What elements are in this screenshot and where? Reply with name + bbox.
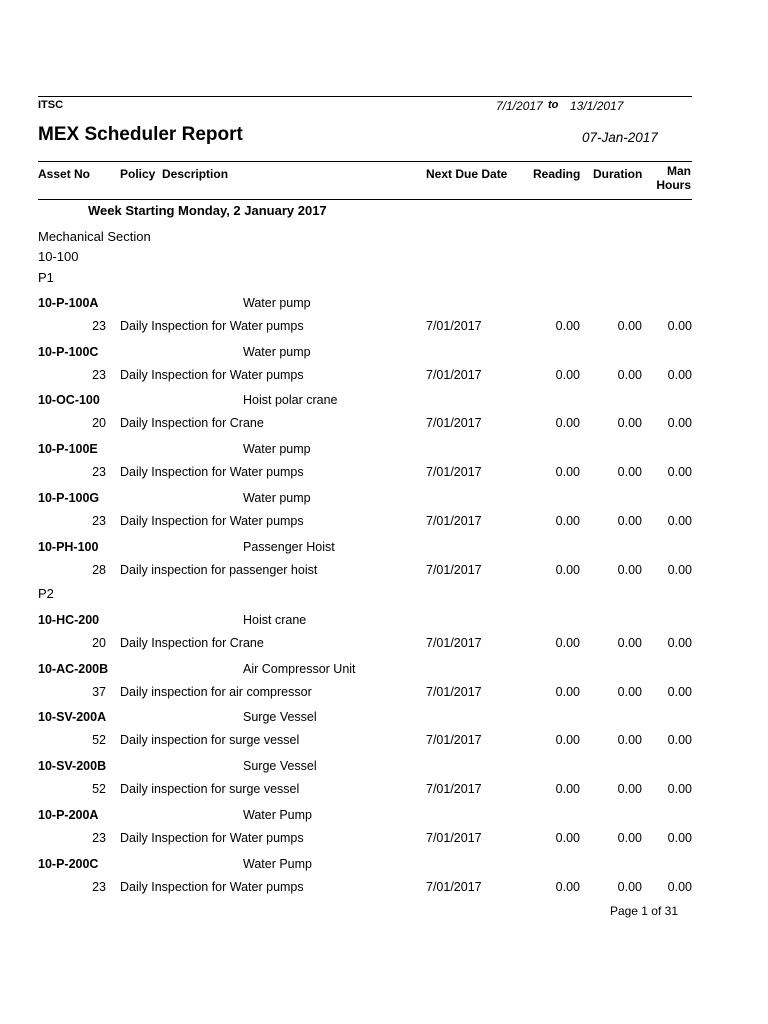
asset-description: Water Pump bbox=[243, 856, 313, 871]
policy-description: Daily Inspection for Water pumps bbox=[120, 830, 304, 845]
man-hours-value: 0.00 bbox=[667, 513, 692, 528]
priority-p2-label: P2 bbox=[38, 586, 54, 601]
policy-number: 23 bbox=[92, 319, 106, 333]
duration-value: 0.00 bbox=[617, 636, 642, 650]
header-rule-top bbox=[38, 161, 692, 162]
asset-number: 10-P-200C bbox=[38, 856, 99, 871]
policy-description: Daily Inspection for Crane bbox=[120, 416, 264, 431]
asset-description: Water pump bbox=[243, 490, 311, 505]
man-hours-value: 0.00 bbox=[667, 830, 692, 845]
col-asset-no: Asset No bbox=[38, 167, 91, 181]
top-rule bbox=[38, 96, 692, 97]
policy-description: Daily Inspection for Water pumps bbox=[120, 465, 304, 480]
policy-number: 23 bbox=[92, 465, 106, 480]
reading-value: 0.00 bbox=[555, 830, 580, 845]
policy-description: Daily Inspection for Water pumps bbox=[120, 367, 304, 382]
page-number: Page 1 of 31 bbox=[609, 904, 678, 918]
policy-number: 37 bbox=[92, 684, 106, 699]
col-policy-description: Policy Description bbox=[120, 167, 229, 181]
next-due-date: 7/01/2017 bbox=[426, 465, 482, 480]
duration-value: 0.00 bbox=[617, 684, 642, 699]
duration-value: 0.00 bbox=[617, 465, 642, 480]
asset-number: 10-SV-200B bbox=[38, 759, 107, 774]
man-hours-value: 0.00 bbox=[667, 416, 692, 431]
asset-number: 10-PH-100 bbox=[38, 539, 99, 554]
next-due-date: 7/01/2017 bbox=[426, 636, 482, 650]
policy-description: Daily inspection for air compressor bbox=[120, 684, 312, 699]
asset-description: Air Compressor Unit bbox=[243, 661, 356, 676]
report-title: MEX Scheduler Report bbox=[38, 124, 243, 145]
next-due-date: 7/01/2017 bbox=[426, 513, 482, 528]
col-reading: Reading bbox=[533, 167, 581, 181]
area-label: 10-100 bbox=[38, 249, 79, 264]
policy-number: 23 bbox=[92, 513, 106, 528]
asset-number: 10-P-100C bbox=[38, 344, 99, 359]
policy-number: 23 bbox=[92, 367, 106, 382]
asset-description: Surge Vessel bbox=[243, 710, 317, 725]
reading-value: 0.00 bbox=[555, 416, 580, 431]
man-hours-value: 0.00 bbox=[667, 562, 692, 577]
duration-value: 0.00 bbox=[617, 513, 642, 528]
asset-number: 10-P-100E bbox=[38, 442, 98, 457]
asset-description: Hoist polar crane bbox=[243, 393, 338, 408]
policy-number: 23 bbox=[92, 830, 106, 845]
next-due-date: 7/01/2017 bbox=[426, 562, 482, 577]
col-man-hours bbox=[656, 164, 691, 192]
asset-description: Water pump bbox=[243, 296, 311, 310]
reading-value: 0.00 bbox=[555, 562, 580, 577]
asset-description: Water pump bbox=[243, 442, 311, 457]
next-due-date: 7/01/2017 bbox=[426, 879, 482, 894]
policy-number: 52 bbox=[92, 733, 106, 748]
header-rule-bottom bbox=[38, 199, 692, 200]
asset-description: Passenger Hoist bbox=[243, 539, 335, 554]
week-heading: Week Starting Monday, 2 January 2017 bbox=[88, 203, 327, 218]
date-range-separator: to bbox=[548, 99, 559, 111]
date-range-from: 7/1/2017 bbox=[496, 99, 543, 113]
asset-description: Water Pump bbox=[243, 807, 313, 822]
col-man-label: Man bbox=[667, 164, 691, 178]
reading-value: 0.00 bbox=[555, 782, 580, 797]
man-hours-value: 0.00 bbox=[667, 465, 692, 480]
reading-value: 0.00 bbox=[555, 367, 580, 382]
next-due-date: 7/01/2017 bbox=[426, 733, 482, 748]
next-due-date: 7/01/2017 bbox=[426, 782, 482, 797]
policy-description: Daily Inspection for Water pumps bbox=[120, 879, 304, 894]
policy-description: Daily Inspection for Crane bbox=[120, 636, 264, 650]
col-hours-label: Hours bbox=[656, 178, 691, 192]
policy-number: 20 bbox=[92, 416, 106, 431]
policy-number: 23 bbox=[92, 879, 106, 894]
org-name: ITSC bbox=[38, 99, 64, 111]
man-hours-value: 0.00 bbox=[667, 782, 692, 797]
asset-description: Surge Vessel bbox=[243, 759, 317, 774]
date-range-to: 13/1/2017 bbox=[570, 99, 624, 113]
reading-value: 0.00 bbox=[555, 319, 580, 333]
duration-value: 0.00 bbox=[617, 416, 642, 431]
man-hours-value: 0.00 bbox=[667, 319, 692, 333]
duration-value: 0.00 bbox=[617, 782, 642, 797]
policy-description: Daily Inspection for Water pumps bbox=[120, 319, 304, 333]
asset-number: 10-AC-200B bbox=[38, 661, 109, 676]
reading-value: 0.00 bbox=[555, 879, 580, 894]
man-hours-value: 0.00 bbox=[667, 684, 692, 699]
duration-value: 0.00 bbox=[617, 319, 642, 333]
next-due-date: 7/01/2017 bbox=[426, 830, 482, 845]
priority-p1-label: P1 bbox=[38, 270, 54, 285]
duration-value: 0.00 bbox=[617, 879, 642, 894]
reading-value: 0.00 bbox=[555, 684, 580, 699]
duration-value: 0.00 bbox=[617, 733, 642, 748]
reading-value: 0.00 bbox=[555, 513, 580, 528]
next-due-date: 7/01/2017 bbox=[426, 416, 482, 431]
asset-number: 10-HC-200 bbox=[38, 613, 100, 627]
next-due-date: 7/01/2017 bbox=[426, 684, 482, 699]
man-hours-value: 0.00 bbox=[667, 733, 692, 748]
reading-value: 0.00 bbox=[555, 733, 580, 748]
duration-value: 0.00 bbox=[617, 830, 642, 845]
col-next-due-date: Next Due Date bbox=[426, 167, 508, 181]
next-due-date: 7/01/2017 bbox=[426, 367, 482, 382]
policy-description: Daily inspection for surge vessel bbox=[120, 733, 300, 748]
man-hours-value: 0.00 bbox=[667, 879, 692, 894]
policy-number: 52 bbox=[92, 782, 106, 797]
man-hours-value: 0.00 bbox=[667, 636, 692, 650]
asset-number: 10-P-100G bbox=[38, 490, 100, 505]
col-duration: Duration bbox=[593, 167, 643, 181]
asset-description: Hoist crane bbox=[243, 613, 307, 627]
asset-number: 10-SV-200A bbox=[38, 710, 107, 725]
policy-description: Daily Inspection for Water pumps bbox=[120, 513, 304, 528]
reading-value: 0.00 bbox=[555, 465, 580, 480]
asset-description: Water pump bbox=[243, 344, 311, 359]
policy-number: 20 bbox=[92, 636, 106, 650]
duration-value: 0.00 bbox=[617, 562, 642, 577]
printed-date: 07-Jan-2017 bbox=[582, 130, 658, 145]
policy-description: Daily inspection for surge vessel bbox=[120, 782, 300, 797]
asset-number: 10-P-100A bbox=[38, 296, 99, 310]
section-label: Mechanical Section bbox=[38, 229, 151, 244]
duration-value: 0.00 bbox=[617, 367, 642, 382]
reading-value: 0.00 bbox=[555, 636, 580, 650]
next-due-date: 7/01/2017 bbox=[426, 319, 482, 333]
policy-description: Daily inspection for passenger hoist bbox=[120, 562, 318, 577]
asset-number: 10-OC-100 bbox=[38, 393, 100, 408]
policy-number: 28 bbox=[92, 562, 106, 577]
asset-number: 10-P-200A bbox=[38, 807, 99, 822]
man-hours-value: 0.00 bbox=[667, 367, 692, 382]
